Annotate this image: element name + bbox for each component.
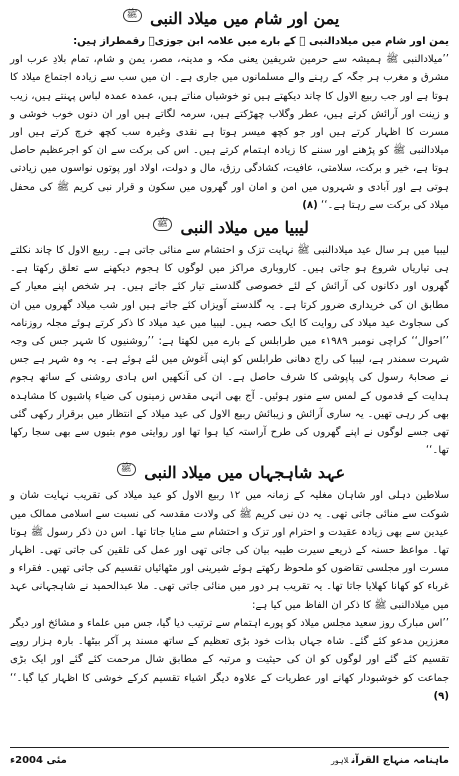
section-heading-shahjahan <box>10 462 449 484</box>
heading-text-end: النبی <box>180 218 213 238</box>
heading-text-end: النبی <box>144 463 177 483</box>
section-text: لیبیا میں ہر سال عید میلادالنبی ﷺ نہایت تزک و احتشام سے منائی جاتی ہے۔ ربیع الاول کا چاند نکلتے ہی تیاریاں شروع ہو جاتی ہیں۔ کاروباری مراکز میں لوگوں کا ہجوم دیکھنے سے تعلق رکھتا ہے۔ گھروں اور دکانوں کی آرائش کے لئے خصوصی گلدستے تیار کئے جاتے ہیں۔ ہر شخص اپنے معیار کے مطابق ان کی خریداری ضرور کرتا ہے۔ یہ گلدستے آویزاں کئے جاتے ہیں اور شب میلاد گھروں میں ان کی سجاوٹ عید میلاد کی روایت کا ایک حصہ ہیں۔ لیبیا میں عید میلاد کا ذکر کرتے ہوئے مجلہ روزنامہ ’’احوال‘‘ کراچی نومبر ۱۹۸۹ء میں طرابلس کے بارے میں لکھتا ہے: ’’روشنیوں کا شہر جس کی وجہ شہرت سمندر ہے، لیبیا کی راج دھانی طرابلس کو اپنی آغوش میں لئے ہوئے ہے۔ یہ وہ شہر ہے جس نے صحابۂ رسول کی پاپوشی کا شرف حاصل ہے۔ ان کی آنکھیں اس ہادی روشنی کے ساتھ ہجوم ہدایت کے قدموں کے لمس سے منور ہوئیں۔ آج بھی انہی مقدس زمینوں کی ضیاء پاشیوں کا مشاہدہ بھی کر رہی تھیں۔ یہ ساری آرائش و زیبائش ربیع الاول کی عید میلاد کے انتظار میں برقرار رکھی گئی تھی جسے لوگوں نے اپنے گھروں کی طرح آراستہ کیا ہوا تھا اور روایتی موم بتیوں سے بھی سجا رکھا تھا۔‘‘ <box>10 245 449 457</box>
section-body-yemen-syria <box>10 33 449 215</box>
honorific-icon: ﷺ <box>153 218 172 231</box>
section-intro: یمن اور شام میں میلادالنبی ﷺ کے بارے میں علامہ ابن جوزیؒ رقمطراز ہیں: <box>73 36 449 47</box>
page-footer <box>10 747 449 770</box>
issue-date: مئی 2004ء <box>10 754 67 766</box>
quoted-passage: ’’اس مبارک روز سعید مجلس میلاد کو پورے اہتمام سے ترتیب دیا گیا، جس میں علماء و مشائخ اور دیگر معززین مدعو کئے گئے۔ شاہ جہاں بذات خود بڑی تعظیم کے ساتھ مسند پر آکر بیٹھا۔ بارہ ہزار روپے تقسیم کئے گئے اور لوگوں کو ان کی حیثیت و مرتبہ کے مطابق شال مرحمت کئے گئے اور ایک بڑی جماعت کو خوشبودار کھانے اور عطریات کے علاوہ دیگر اشیاء تقسیم کرکے خوشی کا اظہار کیا گیا۔‘‘ (۹) <box>10 617 449 702</box>
section-heading-yemen-syria <box>10 8 449 30</box>
section-body-libya <box>10 242 449 460</box>
honorific-icon: ﷺ <box>117 463 136 476</box>
honorific-icon: ﷺ <box>123 9 142 22</box>
document-page <box>10 6 449 770</box>
section-heading-libya <box>10 217 449 239</box>
section-text: سلاطین دہلی اور شاہان مغلیہ کے زمانہ میں ۱۲ ربیع الاول کو عید میلاد کی تقریب نہایت شان و شوکت سے منائی جاتی تھی۔ یہ دن نبی کریم ﷺ کی ولادت مقدسہ کی نسبت سے اسلامی ممالک میں عیدین سے بھی زیادہ عقیدت و احترام اور تزک و احتشام سے منایا جاتا تھا۔ اس دن ذکر رسول ﷺ ہوتا تھا۔ مواعظ حسنہ کے ذریعے سیرت طیبہ بیان کی جاتی تھی اور عمل کی تلقین کی جاتی تھی۔ اظہار مسرت اور مجلسی تقاضوں کو ملحوظ رکھتے ہوئے شیرینی اور مٹھائیاں تقسیم کی جاتی تھیں۔ فقراء و غرباء کو کھانا کھلایا جاتا تھا۔ یہ تقریب ہر دور میں منائی جاتی تھی۔ ملا عبدالحمید نے شاہجہانی عہد میں میلادالنبی ﷺ کا ذکر ان الفاظ میں کیا ہے: <box>10 490 450 611</box>
heading-text: لیبیا میں میلاد <box>217 218 309 238</box>
journal-name: ماہنامہ منہاج القرآنلاہور <box>330 754 449 766</box>
heading-text: عہد شاہجہاں میں میلاد <box>181 463 346 483</box>
reference-number: (۹) <box>433 690 449 702</box>
section-body-shahjahan <box>10 487 449 705</box>
heading-text: یمن اور شام میں میلاد <box>187 9 340 28</box>
section-text: ’’میلادالنبی ﷺ ہمیشہ سے حرمین شریفین یعنی مکہ و مدینہ، مصر، یمن و شام، تمام بلادِ عرب اور مشرق و مغرب ہر جگہ کے رہنے والے مسلمانوں میں جاری ہے۔ ان میں سب سے زیادہ اجتماع میلاد کا ہوتا ہے اور جب ربیع الاول کا چاند دیکھتے ہیں تو خوشیاں مناتے ہیں، عمدہ عمدہ لباس پہنتے ہیں، زیب و زینت اور آرائش کرتے ہیں، عطر وگلاب چھڑکتے ہیں، سرمہ لگاتے ہیں اور ان دنوں خوب خوشی و مسرت کا اظہار کرتے ہیں اور جو کچھ میسر ہوتا ہے نقدی وغیرہ سب کچھ خرچ کرتے ہیں اور میلادالنبی ﷺ کو پڑھنے اور سننے کا زیادہ اہتمام کرتے ہیں۔ اس کی برکت سے ان کو اجرعظیم حاصل ہوتا ہے، خیر و برکت، سلامتی، عافیت، کشادگی رزق، مال و دولت، اولاد اور پوتوں نواسوں میں زیادتی ہوتی ہے اور آبادی و شہروں میں امن و امان اور گھروں میں سکون و قرار نبی کریم ﷺ کی محفل میلاد کی برکت سے رہتا ہے۔‘‘ (۸) <box>10 54 449 211</box>
reference-number: (۸) <box>302 199 318 211</box>
heading-text-end: النبی <box>150 9 183 28</box>
journal-city: لاہور <box>330 755 349 765</box>
